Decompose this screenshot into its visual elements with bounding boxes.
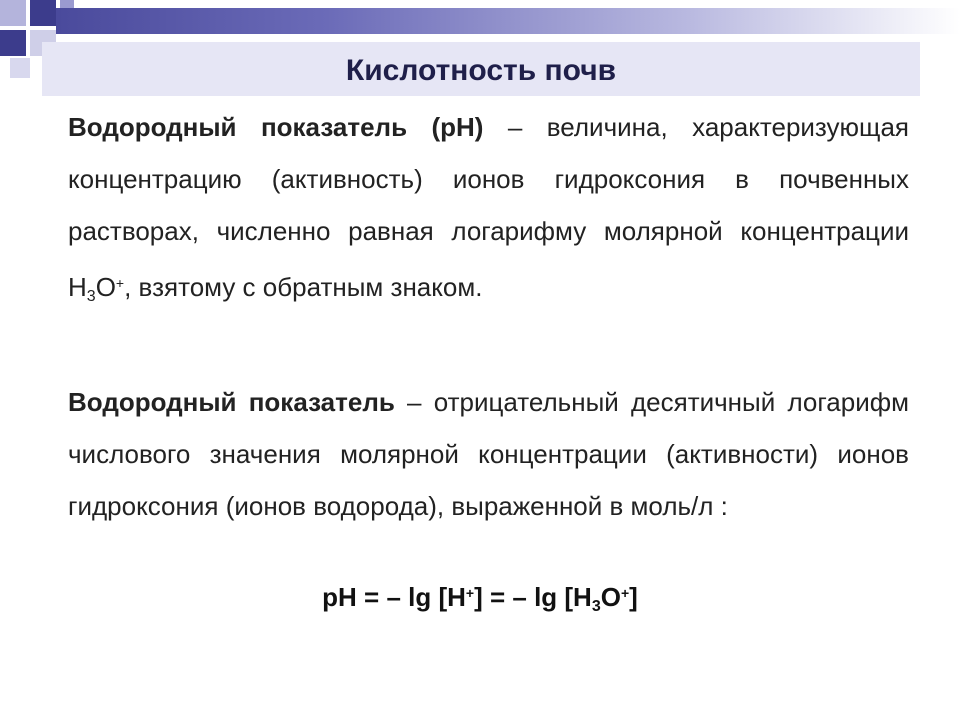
formula-superscript: + <box>465 585 475 601</box>
term-hydrogen-index: Водородный показатель <box>68 387 395 417</box>
formula-subscript: 3 <box>591 598 601 615</box>
definition-text: – отрицательный десятичный логарифм числового значения молярной концентрации (активности) ионов гидроксония (ионов водорода), выраженной в моль/л : <box>68 387 909 521</box>
oxygen-letter: О <box>95 272 116 302</box>
superscript-plus: + <box>115 275 125 291</box>
decor-square <box>30 0 56 26</box>
formula-part: рН = – lg [Н <box>322 582 466 612</box>
term-ph: Водородный показатель (рН) <box>68 112 484 142</box>
decor-square <box>10 58 30 78</box>
decor-square <box>0 0 26 26</box>
ph-formula <box>0 582 960 616</box>
decor-square <box>60 0 74 8</box>
subscript-3: 3 <box>86 288 96 305</box>
definition-paragraph-1 <box>68 101 909 323</box>
definition-text-end: , взятому с обратным знаком. <box>124 272 483 302</box>
header-gradient-bar <box>56 8 960 34</box>
formula-superscript: + <box>620 585 630 601</box>
decor-square <box>0 30 26 56</box>
slide-title: Кислотность почв <box>345 54 617 87</box>
formula-part: ] <box>629 582 638 612</box>
definition-paragraph-2 <box>68 376 909 532</box>
formula-part: ] = – lg [Н <box>474 582 592 612</box>
formula-part: О <box>600 582 621 612</box>
definition-text: – величина, характеризующая концентрацию (активность) ионов гидроксония в почвенных растворах, численно равная логарифму молярной концентрации Н <box>68 112 909 302</box>
